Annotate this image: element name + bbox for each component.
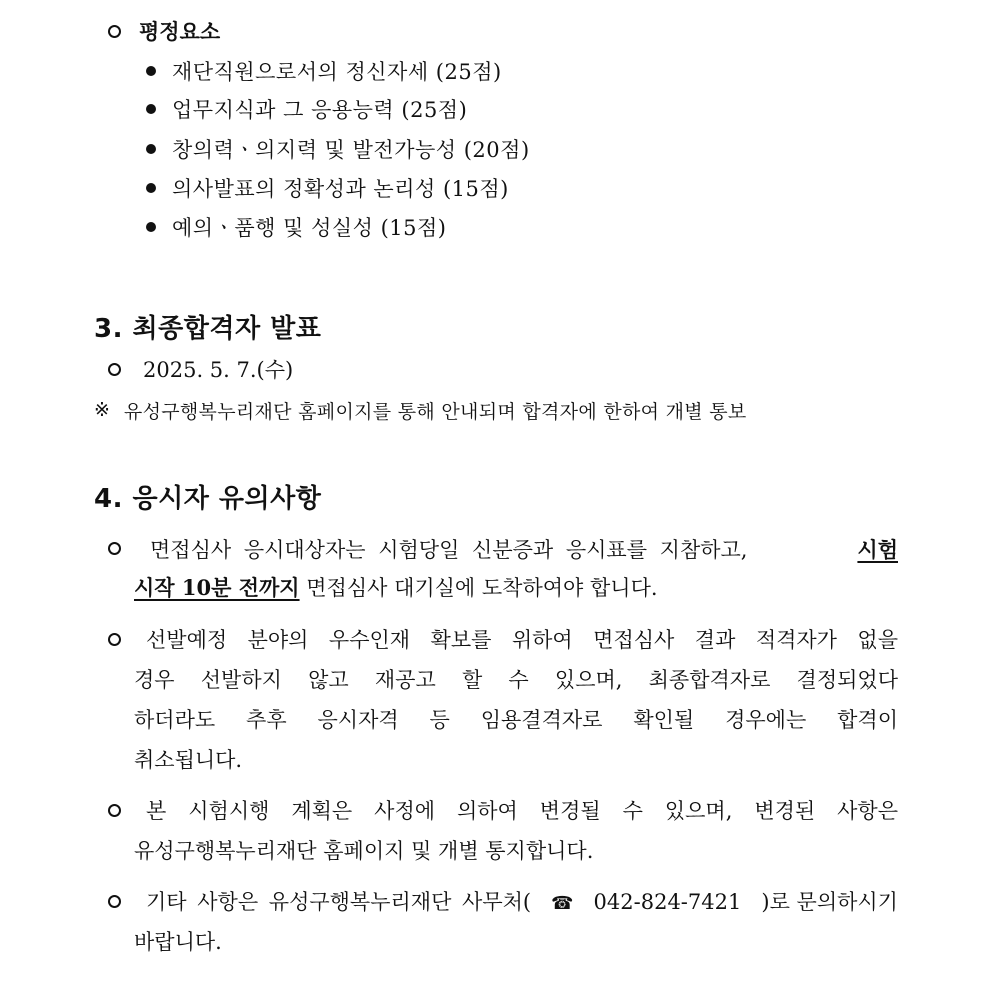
announcement-note [94,395,747,425]
reference-mark-icon: ※ [94,399,110,421]
announcement-date-row [108,354,293,384]
evaluation-item-label: 창의력ㆍ의지력 및 발전가능성 (20점) [172,138,530,162]
notice-4-text: 기타 사항은 유성구행복누리재단 사무처( [146,890,532,914]
notice-1-emphasis-deadline: 시작 10분 전까지 [134,575,300,600]
notice-3-line-1: 본 시험시행 계획은 사정에 의하여 변경될 수 있으며, 변경된 사항은 [146,799,898,823]
telephone-icon: ☎ [551,893,574,914]
evaluation-item [146,173,509,203]
filled-dot-bullet-icon [146,183,156,193]
contact-phone-number: 042-824-7421 [593,890,742,914]
evaluation-item [146,94,467,124]
notice-4-line-2: 바랍니다. [134,930,222,954]
evaluation-item-label: 예의ㆍ품행 및 성실성 (15점) [172,216,447,240]
notice-2-line-1: 선발예정 분야의 우수인재 확보를 위하여 면접심사 결과 적격자가 없을 [146,628,898,652]
hollow-circle-bullet-icon [108,895,121,908]
announcement-date: 2025. 5. 7.(수) [143,358,294,382]
hollow-circle-bullet-icon [108,633,121,646]
filled-dot-bullet-icon [146,104,156,114]
notice-3-line-2: 유성구행복누리재단 홈페이지 및 개별 통지합니다. [134,839,594,863]
notice-2-line-4: 취소됩니다. [134,748,243,772]
hollow-circle-bullet-icon [108,542,121,555]
filled-dot-bullet-icon [146,222,156,232]
notice-1-text-cont: 면접심사 대기실에 도착하여야 합니다. [306,576,658,600]
hollow-circle-bullet-icon [108,363,121,376]
evaluation-title: 평정요소 [139,20,221,44]
evaluation-item [146,212,447,242]
evaluation-item [146,56,502,86]
evaluation-header [108,16,220,46]
notice-1-text: 면접심사 응시대상자는 시험당일 신분증과 응시표를 지참하고, [150,538,748,562]
announcement-note-text: 유성구행복누리재단 홈페이지를 통해 안내되며 합격자에 한하여 개별 통보 [123,400,747,423]
filled-dot-bullet-icon [146,144,156,154]
notice-1-line-1 [150,534,898,564]
evaluation-item-label: 의사발표의 정확성과 논리성 (15점) [172,177,509,201]
evaluation-item [146,134,530,164]
hollow-circle-bullet-icon [108,25,121,38]
notice-2-line-3: 하더라도 추후 응시자격 등 임용결격자로 확인될 경우에는 합격이 [134,708,898,732]
notice-1-emphasis: 시험 [857,537,898,562]
filled-dot-bullet-icon [146,66,156,76]
section-3-title: 3. 최종합격자 발표 [94,314,322,344]
evaluation-item-label: 재단직원으로서의 정신자세 (25점) [172,60,502,84]
notice-1-line-2 [134,572,658,602]
notice-4-text-end: )로 문의하시기 [761,890,898,914]
hollow-circle-bullet-icon [108,804,121,817]
evaluation-item-label: 업무지식과 그 응용능력 (25점) [172,98,468,122]
notice-2-line-2: 경우 선발하지 않고 재공고 할 수 있으며, 최종합격자로 결정되었다 [134,668,898,692]
section-4-title: 4. 응시자 유의사항 [94,484,322,514]
notice-4-line-1 [146,886,898,916]
